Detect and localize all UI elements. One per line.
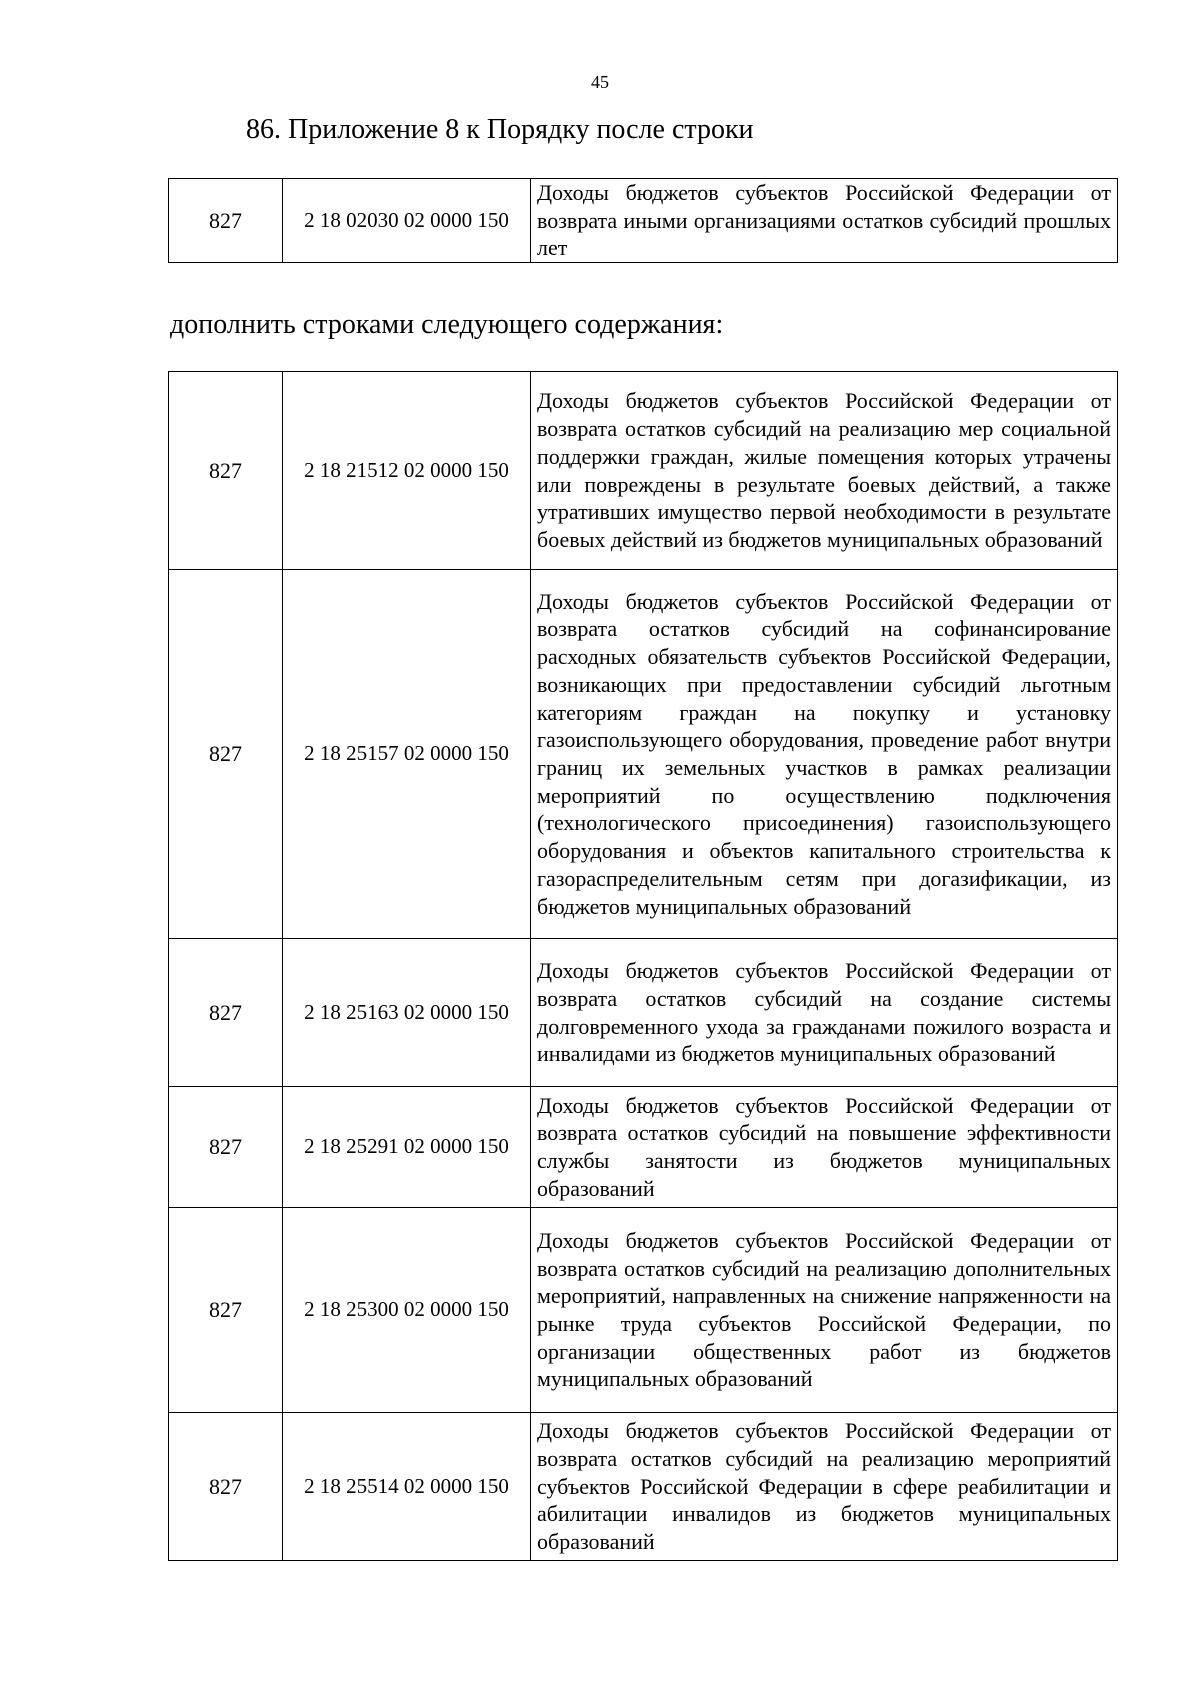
description-cell: Доходы бюджетов субъектов Российской Федерации от возврата иными организациями остатков субсидий прошлых лет <box>531 179 1118 263</box>
original-row-table <box>168 178 1118 263</box>
admin-code-cell: 827 <box>169 939 283 1087</box>
budget-code-cell: 2 18 21512 02 0000 150 <box>283 372 531 570</box>
table-row <box>169 939 1118 1087</box>
description-cell: Доходы бюджетов субъектов Российской Федерации от возврата остатков субсидий на реализацию мероприятий субъектов Российской Федерации в сфере реабилитации и абилитации инвалидов из бюджетов муниципальных образований <box>531 1413 1118 1561</box>
description-cell: Доходы бюджетов субъектов Российской Федерации от возврата остатков субсидий на создание системы долговременного ухода за гражданами пожилого возраста и инвалидами из бюджетов муниципальных образований <box>531 939 1118 1087</box>
description-cell: Доходы бюджетов субъектов Российской Федерации от возврата остатков субсидий на софинансирование расходных обязательств субъектов Российской Федерации, возникающих при предоставлении субсидий льготным категориям граждан на покупку и установку газоиспользующего оборудования, проведение работ внутри границ их земельных участков в рамках реализации мероприятий по осуществлению подключения (технологического присоединения) газоиспользующего оборудования и объектов капитального строительства к газораспределительным сетям при догазификации, из бюджетов муниципальных образований <box>531 570 1118 939</box>
admin-code-cell: 827 <box>169 1208 283 1413</box>
admin-code-cell: 827 <box>169 1413 283 1561</box>
amendment-heading: 86. Приложение 8 к Порядку после строки <box>246 114 754 145</box>
page-number: 45 <box>591 72 609 92</box>
budget-code-cell: 2 18 25157 02 0000 150 <box>283 570 531 939</box>
admin-code-cell: 827 <box>169 1087 283 1208</box>
description-cell: Доходы бюджетов субъектов Российской Федерации от возврата остатков субсидий на реализацию мер социальной поддержки граждан, жилые помещения которых утрачены или повреждены в результате боевых действий, а также утративших имущество первой необходимости в результате боевых действий из бюджетов муниципальных образований <box>531 372 1118 570</box>
budget-code-cell: 2 18 25514 02 0000 150 <box>283 1413 531 1561</box>
admin-code-cell: 827 <box>169 570 283 939</box>
budget-code-cell: 2 18 25163 02 0000 150 <box>283 939 531 1087</box>
intro-text: дополнить строками следующего содержания: <box>170 309 724 340</box>
table-row <box>169 1087 1118 1208</box>
description-cell: Доходы бюджетов субъектов Российской Федерации от возврата остатков субсидий на повышение эффективности службы занятости из бюджетов муниципальных образований <box>531 1087 1118 1208</box>
table-row <box>169 1208 1118 1413</box>
description-cell: Доходы бюджетов субъектов Российской Федерации от возврата остатков субсидий на реализацию дополнительных мероприятий, направленных на снижение напряженности на рынке труда субъектов Российской Федерации, по организации общественных работ из бюджетов муниципальных образований <box>531 1208 1118 1413</box>
admin-code-cell: 827 <box>169 179 283 263</box>
budget-code-cell: 2 18 25291 02 0000 150 <box>283 1087 531 1208</box>
admin-code-cell: 827 <box>169 372 283 570</box>
budget-code-cell: 2 18 25300 02 0000 150 <box>283 1208 531 1413</box>
table-row <box>169 1413 1118 1561</box>
added-rows-table <box>168 371 1118 1561</box>
table-row <box>169 179 1118 263</box>
budget-code-cell: 2 18 02030 02 0000 150 <box>283 179 531 263</box>
table-row <box>169 570 1118 939</box>
table-row <box>169 372 1118 570</box>
